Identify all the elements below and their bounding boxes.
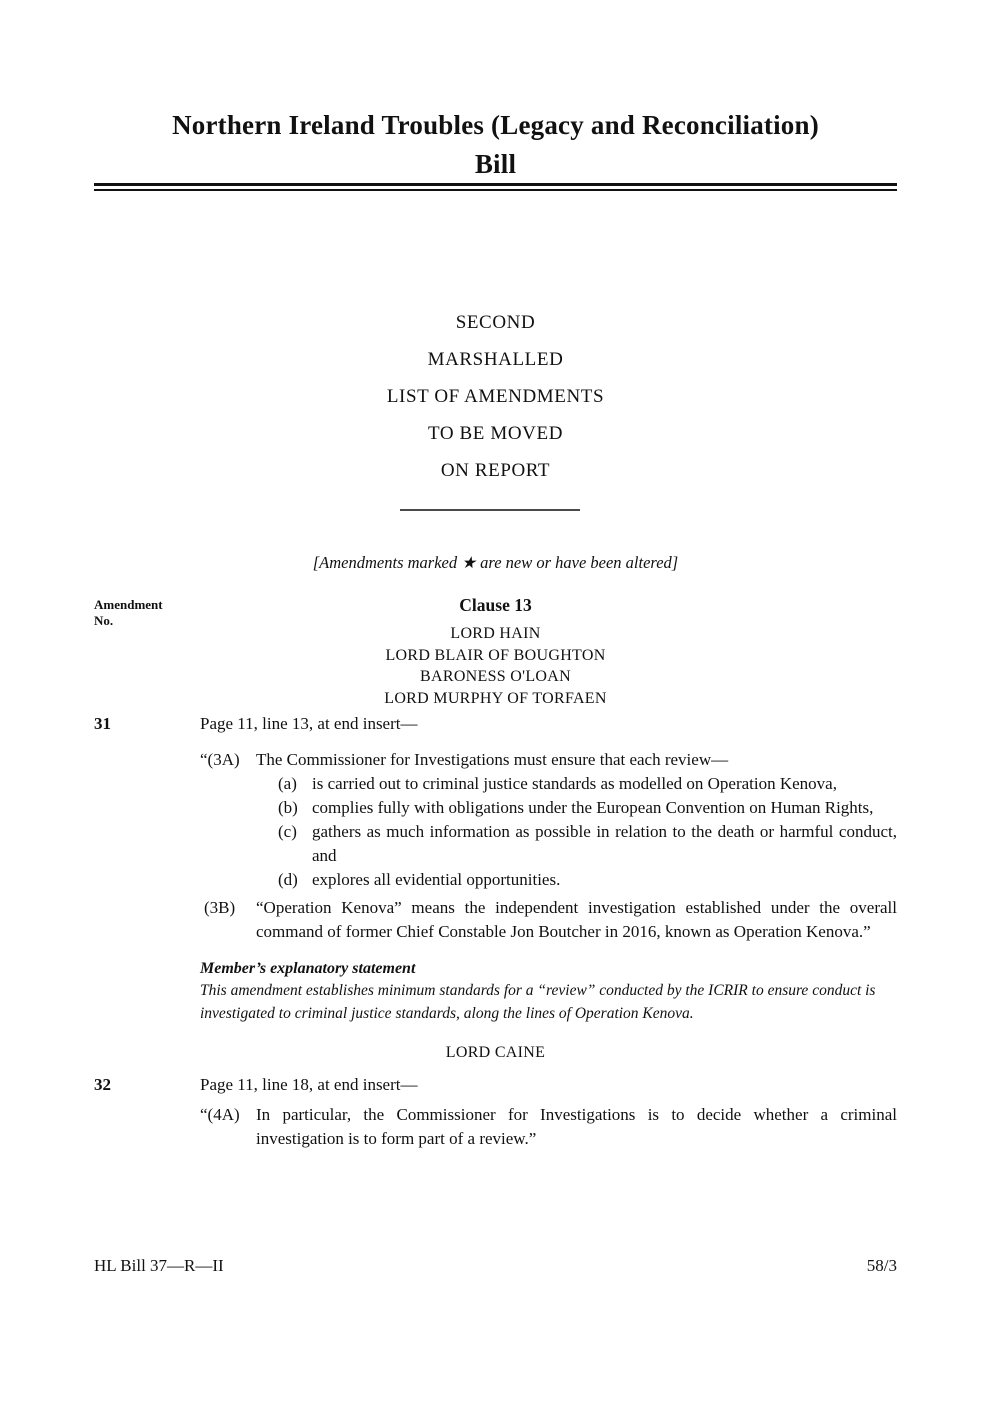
document-heading-stack <box>0 304 991 489</box>
explanatory-text: This amendment establishes minimum standards for a “review” conducted by the ICRIR to ensure conduct is investigated to criminal justice standards, along the lines of Operation Kenova. <box>200 982 876 1022</box>
explanatory-statement <box>200 958 897 1025</box>
sponsor-name: LORD MURPHY OF TORFAEN <box>384 689 607 707</box>
bill-title <box>0 106 991 184</box>
amendment-no-label <box>94 597 163 629</box>
provision-text: The Commissioner for Investigations must ensure that each review— <box>256 750 729 769</box>
sub-item-d <box>278 868 897 892</box>
heading-line: LIST OF AMENDMENTS <box>386 386 605 407</box>
bill-title-line1: Northern Ireland Troubles (Legacy and Reconciliation) <box>172 110 819 140</box>
heading-line: ON REPORT <box>440 460 551 481</box>
amendment-no-label-line1: Amendment <box>94 597 163 612</box>
provision-label: “(4A) <box>200 1105 240 1124</box>
sub-item-text: is carried out to criminal justice standards as modelled on Operation Kenova, <box>312 774 837 793</box>
provision-label: (3B) <box>204 898 236 917</box>
provision-3b <box>200 896 897 944</box>
sub-item-text: gathers as much information as possible in relation to the death or harmful conduct, and <box>312 822 897 865</box>
provision-label: “(3A) <box>200 750 240 769</box>
heading-line: SECOND <box>455 312 536 333</box>
provision-4a <box>200 1103 897 1151</box>
star-note: [Amendments marked ★ are new or have been altered] <box>312 553 679 572</box>
amendment-number: 32 <box>94 1075 111 1094</box>
clause-heading: Clause 13 <box>459 595 532 615</box>
bill-title-line2: Bill <box>474 149 517 179</box>
sub-item-a <box>278 772 897 796</box>
amendment-no-label-line2: No. <box>94 613 114 628</box>
provision-text: “Operation Kenova” means the independent investigation established under the overall command of former Chief Constable Jon Boutcher in 2016, known as Operation Kenova.” <box>256 898 897 941</box>
sponsor-name: LORD BLAIR OF BOUGHTON <box>385 646 606 664</box>
sub-item-label: (b) <box>278 798 298 817</box>
explanatory-heading: Member’s explanatory statement <box>200 960 416 977</box>
clause-header-block <box>94 595 897 709</box>
sponsor-name: BARONESS O'LOAN <box>420 668 571 685</box>
amendment-32 <box>94 1073 897 1151</box>
footer-page-number: 58/3 <box>866 1256 897 1275</box>
sponsor-name: LORD HAIN <box>450 625 541 642</box>
amendment-instruction: Page 11, line 13, at end insert— <box>200 714 418 733</box>
amendments-body <box>94 712 897 1151</box>
footer-bill-number: HL Bill 37—R—II <box>94 1256 224 1275</box>
sub-item-label: (a) <box>278 774 297 793</box>
sponsor-list <box>94 623 897 709</box>
divider-rule <box>400 509 580 511</box>
heading-line: MARSHALLED <box>427 349 564 370</box>
sub-item-label: (c) <box>278 822 297 841</box>
amendment-instruction: Page 11, line 18, at end insert— <box>200 1075 418 1094</box>
title-double-rule <box>94 183 897 191</box>
amendment-number: 31 <box>94 714 111 733</box>
amendment-31 <box>94 712 897 1025</box>
sponsor-heading-caine: LORD CAINE <box>445 1044 546 1061</box>
sub-item-c <box>278 820 897 868</box>
provision-3a <box>200 748 897 772</box>
sub-item-label: (d) <box>278 870 298 889</box>
heading-line: TO BE MOVED <box>427 423 564 444</box>
sub-item-text: complies fully with obligations under the European Convention on Human Rights, <box>312 798 874 817</box>
sub-item-text: explores all evidential opportunities. <box>312 870 561 889</box>
sub-item-b <box>278 796 897 820</box>
provision-text: In particular, the Commissioner for Investigations is to decide whether a criminal investigation is to form part of a review.” <box>256 1105 897 1148</box>
page-footer <box>94 1256 897 1276</box>
